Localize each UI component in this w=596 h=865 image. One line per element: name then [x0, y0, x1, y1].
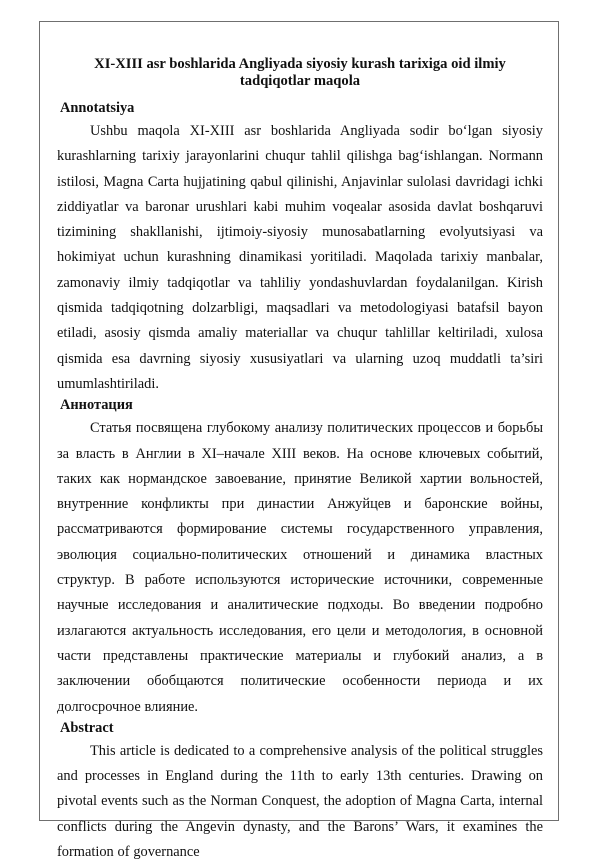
abstract-en-text: This article is dedicated to a comprehensive analysis of the political struggles and processes in England during the 11th to early 13th centuries. Drawing on pivotal events such as the Norman Conquest, the adoption of Magna Carta, internal conflicts during the Angevin dynasty, and the Barons’ Wars, it examines the formation of governance — [57, 742, 543, 861]
annotation-uz-text: Ushbu maqola XI-XIII asr boshlarida Angliyada sodir bo‘lgan siyosiy kurashlarning tarixiy jarayonlarini chuqur tahlil qilishga bag‘ishlangan. Normann istilosi, Magna Carta hujjatining qabul qilinishi, Anjavinlar sulolasi davridagi ichki ziddiyatlar va baronar urushlari kabi muhim voqealar asosida davlat boshqaruvi tizimining shakllanishi, ijtimoiy-siyosiy munosabatlarning evolyutsiyasi va hokimiyat uchun kurashning dinamikasi yoritiladi. Maqolada tarixiy manbalar, zamonaviy ilmiy tadqiqotlar va tahliliy yondashuvlardan foydalanilgan. Kirish qismida tadqiqotning dolzarbligi, maqsadlari va metodologiyasi batafsil bayon etiladi, asosiy qismda amaliy materiallar va chuqur tahlillar keltiriladi, xulosa qismida esa davrning siyosiy xususiyatlari va ularning uzoq muddatli ta’siri umumlashtiriladi. — [57, 123, 543, 392]
abstract-en-heading: Abstract — [60, 719, 114, 736]
document-body — [57, 56, 543, 865]
annotation-ru-text: Статья посвящена глубокому анализу политических процессов и борьбы за власть в Англии в XI–начале XIII веков. На основе ключевых событий, таких как нормандское завоевание, принятие Великой хартии вольностей, внутренние конфликты при династии Анжуйцев и баронские войны, рассматриваются формирование системы государственного управления, эволюция социально-политических отношений и динамика властных структур. В работе используются исторические источники, современные научные исследования и аналитические подходы. Во введении подробно излагаются актуальность исследования, его цели и методология, в основной части представлены практические материалы и глубокий анализ, а в заключении обобщаются политические особенности периода и их долгосрочное влияние. — [57, 420, 543, 715]
annotation-uz-heading: Annotatsiya — [60, 100, 135, 116]
annotation-ru-heading: Аннотация — [60, 397, 133, 414]
document-title: XI-XIII asr boshlarida Angliyada siyosiy kurash tarixiga oid ilmiy tadqiqotlar maqola — [94, 56, 506, 89]
